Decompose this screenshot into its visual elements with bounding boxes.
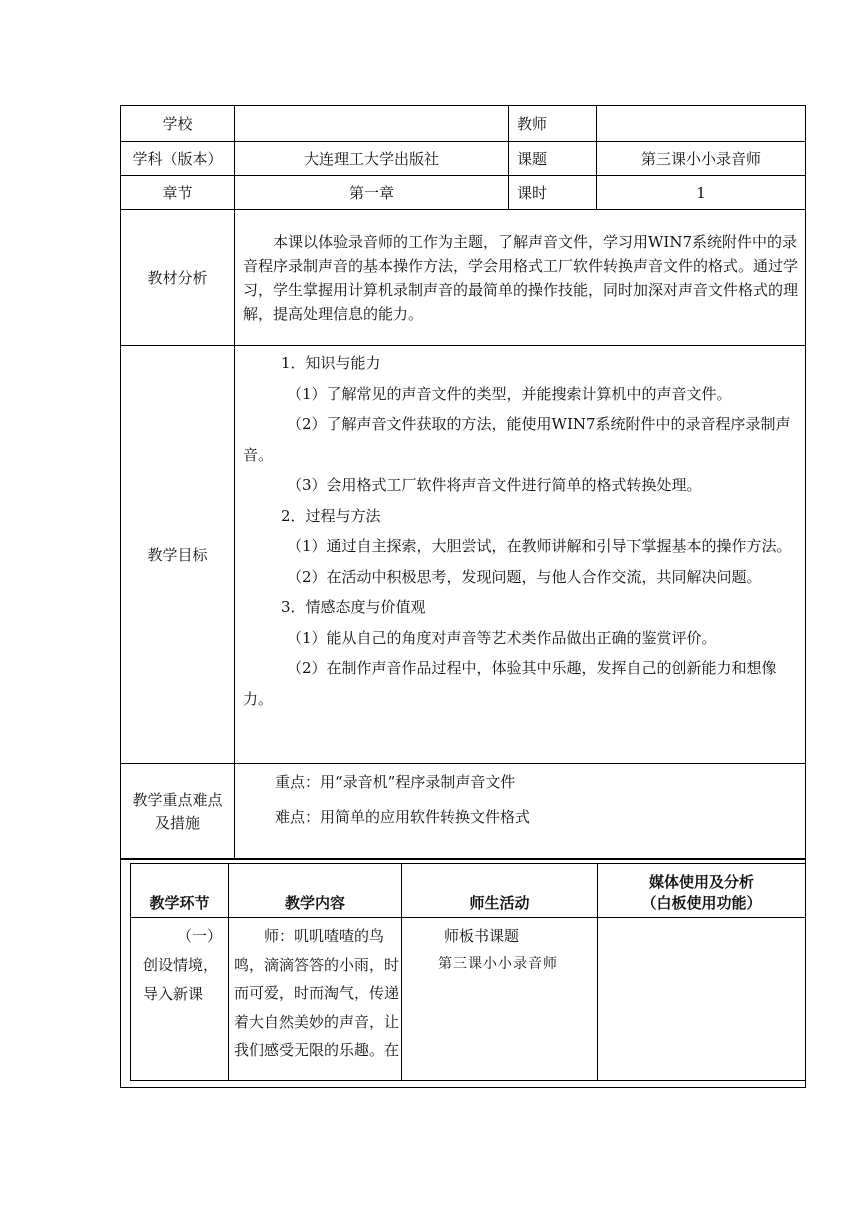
lesson-info-table: [120, 105, 806, 860]
row-school: [121, 106, 806, 142]
process-header-row: [131, 864, 806, 918]
stage-text: 创设情境，导入新课: [143, 956, 219, 1003]
media-cell: [598, 918, 806, 1081]
analysis-text: 本课以体验录音师的工作为主题，了解声音文件，学习用WIN7系统附件中的录音程序录制声音的基本操作方法，学会用格式工厂软件转换声音文件的格式。通过学习，学生掌握用计算机录制声音的最简单的操作技能，同时加深对声音文件格式的理解，提高处理信息的能力。: [243, 232, 799, 323]
row-analysis: [121, 210, 806, 346]
activity-line-1: 师板书课题: [444, 927, 520, 945]
process-row-1: [131, 918, 806, 1081]
goals-cell: [235, 346, 806, 764]
stage-number: （一）: [176, 927, 222, 945]
difficult-point-text: 难点：用简单的应用软件转换文件格式: [275, 808, 531, 826]
school-value: [235, 106, 509, 142]
school-label: 学校: [121, 106, 235, 142]
content-text: 师：叽叽喳喳的鸟鸣，滴滴答答的小雨，时而可爱，时而淘气，传递着大自然美妙的声音，让我们感受无限的乐趣。在: [234, 927, 400, 1059]
analysis-cell: [235, 210, 806, 346]
period-value: 1: [597, 176, 806, 210]
goal-1-2: （2）了解声音文件获取的方法，能使用WIN7系统附件中的录音程序录制声音。: [243, 415, 791, 464]
goals-label: 教学目标: [121, 346, 235, 764]
goal-2-1: （1）通过自主探索，大胆尝试，在教师讲解和引导下掌握基本的操作方法。: [287, 537, 792, 555]
row-key-points: [121, 764, 806, 860]
goal-1-3: （3）会用格式工厂软件将声音文件进行简单的格式转换处理。: [287, 476, 702, 494]
key-point-text: 重点：用“录音机”程序录制声音文件: [275, 773, 516, 791]
teacher-label: 教师: [509, 106, 597, 142]
subject-value: 大连理工大学出版社: [235, 142, 509, 176]
content-cell: [229, 918, 402, 1081]
key-points-label: 教学重点难点及措施: [121, 764, 235, 860]
header-media-line1: 媒体使用及分析: [648, 873, 754, 891]
row-chapter: [121, 176, 806, 210]
goal-1-1: （1）了解常见的声音文件的类型，并能搜索计算机中的声音文件。: [287, 384, 732, 403]
period-label: 课时: [509, 176, 597, 210]
goal-2-2: （2）在活动中积极思考，发现问题，与他人合作交流，共同解决问题。: [287, 567, 762, 586]
teaching-process-table: [130, 863, 806, 1081]
row-subject: [121, 142, 806, 176]
topic-value: 第三课小小录音师: [597, 142, 806, 176]
analysis-label: 教材分析: [121, 210, 235, 346]
header-media-line2: （白板使用功能）: [641, 894, 762, 912]
activity-cell: [402, 918, 598, 1081]
header-media: [598, 864, 806, 918]
header-activity: 师生活动: [402, 864, 598, 918]
stage-cell: [131, 918, 229, 1081]
activity-line-2: 第三课小小录音师: [438, 956, 558, 972]
goal-heading-2: 2．过程与方法: [281, 506, 381, 525]
goal-heading-3: 3．情感态度与价值观: [281, 598, 426, 616]
topic-label: 课题: [509, 142, 597, 176]
header-stage: 教学环节: [131, 864, 229, 918]
goal-heading-1: 1．知识与能力: [281, 354, 381, 372]
key-points-cell: [235, 764, 806, 860]
chapter-value: 第一章: [235, 176, 509, 210]
goal-3-2: （2）在制作声音作品过程中，体验其中乐趣，发挥自己的创新能力和想像力。: [243, 659, 777, 708]
teacher-value: [597, 106, 806, 142]
chapter-label: 章节: [121, 176, 235, 210]
row-goals: [121, 346, 806, 764]
goal-3-1: （1）能从自己的角度对声音等艺术类作品做出正确的鉴赏评价。: [287, 628, 717, 647]
subject-label: 学科（版本）: [121, 142, 235, 176]
header-content: 教学内容: [229, 864, 402, 918]
